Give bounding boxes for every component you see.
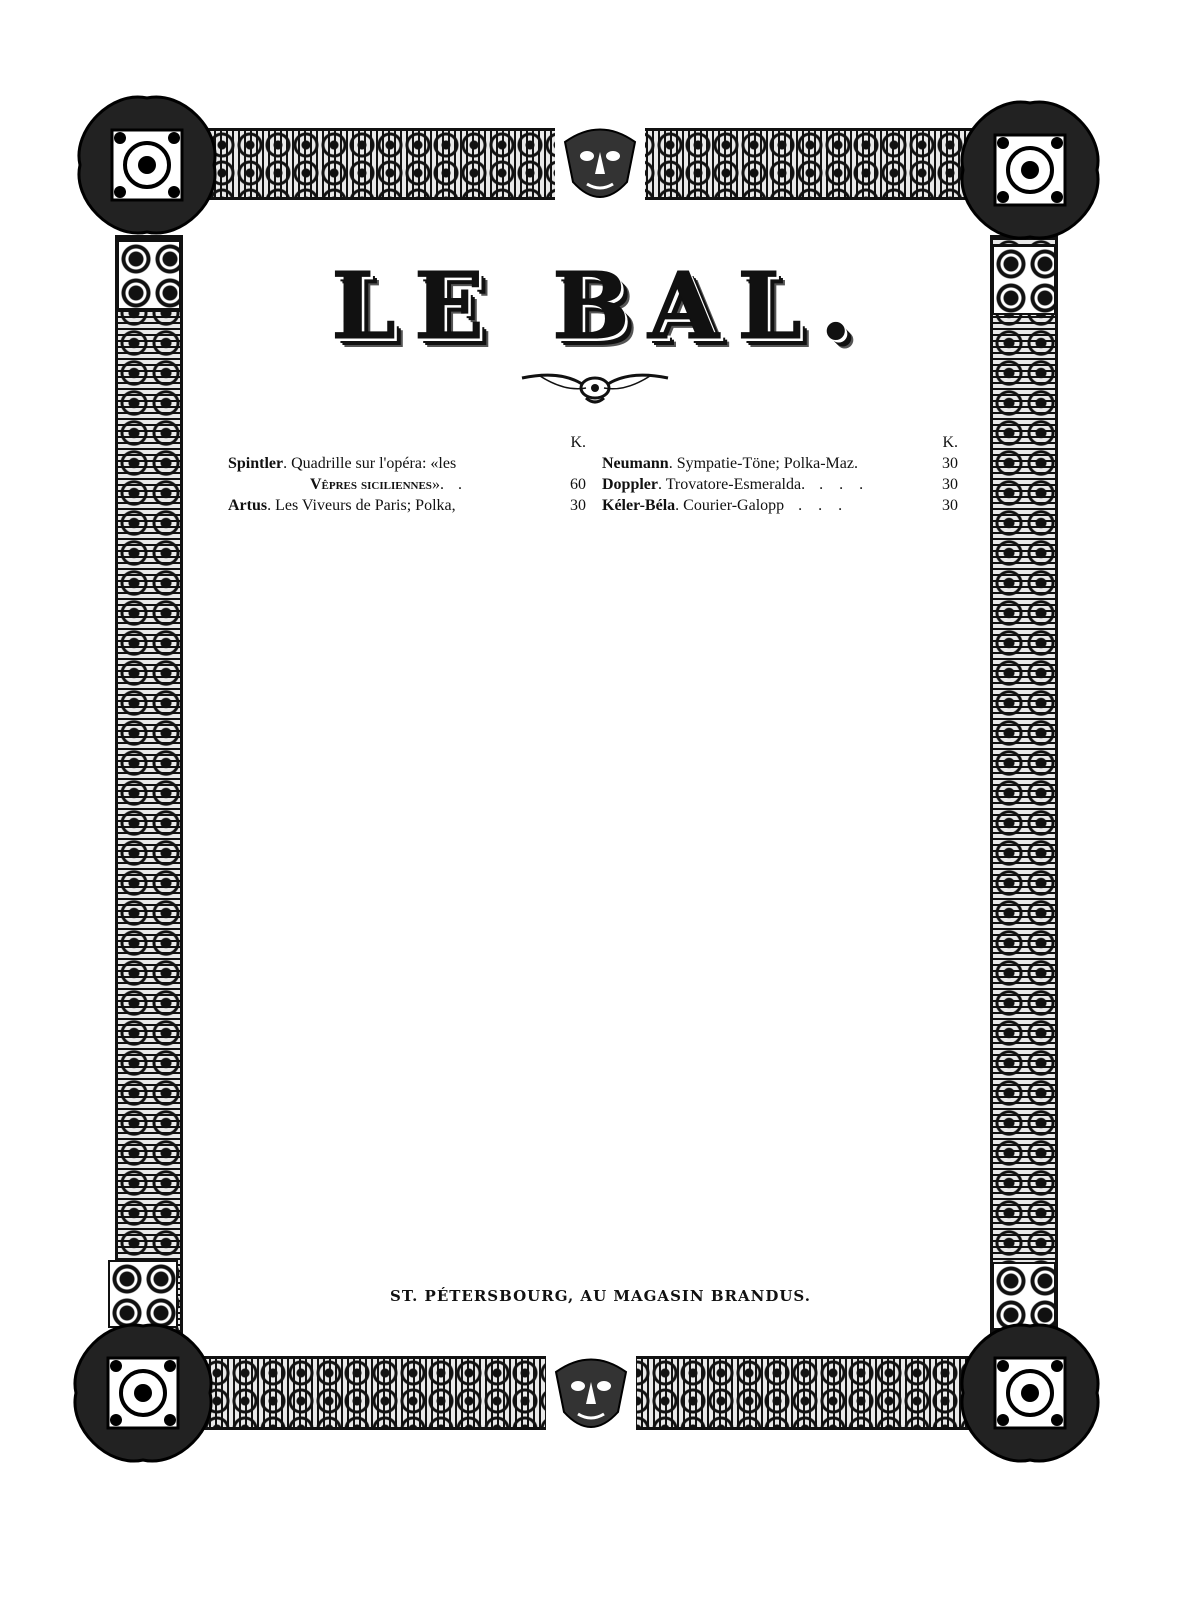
currency-header: K. xyxy=(942,434,958,451)
catalogue-entry: Doppler. Trovatore-Esmeralda. . . . 30 xyxy=(602,476,958,493)
catalogue-entry-continuation: Vêpres siciliennes». . 60 xyxy=(310,476,586,493)
corner-ornament-top-left xyxy=(72,90,222,240)
work-title-end: ». xyxy=(431,476,444,493)
catalogue-entry: Kéler-Béla. Courier-Galopp . . . 30 xyxy=(602,497,958,514)
mask-ornament-top xyxy=(555,122,645,206)
composer-name: Spintler xyxy=(228,455,284,472)
corner-ornament-bottom-left xyxy=(68,1318,218,1468)
publisher-imprint: ST. PÉTERSBOURG, AU MAGASIN BRANDUS. xyxy=(390,1287,811,1305)
price: 30 xyxy=(942,497,958,514)
price: 30 xyxy=(570,497,586,514)
left-ornamental-border xyxy=(115,235,183,1335)
work-title: Quadrille sur l'opéra: «les xyxy=(291,455,457,472)
title-flourish-ornament xyxy=(520,362,670,406)
catalogue-entry: Neumann. Sympatie-Töne; Polka-Maz. 30 xyxy=(602,455,958,472)
page-title: LE BAL. xyxy=(331,252,870,360)
opera-title: Vêpres siciliennes xyxy=(310,476,432,493)
currency-header: K. xyxy=(570,434,586,451)
work-title: Les Viveurs de Paris; Polka, xyxy=(275,497,456,514)
composer-name: Kéler-Béla xyxy=(602,497,676,514)
catalogue-entry: Artus. Les Viveurs de Paris; Polka, 30 xyxy=(228,497,586,514)
price: 60 xyxy=(570,476,586,493)
work-title: Courier-Galopp xyxy=(683,497,785,514)
catalogue-entry: Spintler. Quadrille sur l'opéra: «les xyxy=(228,455,457,472)
price: 30 xyxy=(942,455,958,472)
composer-name: Artus xyxy=(228,497,268,514)
work-title: Trovatore-Esmeralda. xyxy=(665,476,806,493)
composer-name: Doppler xyxy=(602,476,658,493)
mask-ornament-bottom xyxy=(546,1352,636,1436)
catalogue-right-column xyxy=(602,432,958,516)
corner-ornament-top-right xyxy=(955,95,1105,245)
corner-ornament-bottom-right xyxy=(955,1318,1105,1468)
work-title: Sympatie-Töne; Polka-Maz. xyxy=(676,455,858,472)
right-ornamental-border xyxy=(990,235,1058,1335)
composer-name: Neumann xyxy=(602,455,669,472)
catalogue-left-column xyxy=(228,432,586,516)
price: 30 xyxy=(942,476,958,493)
